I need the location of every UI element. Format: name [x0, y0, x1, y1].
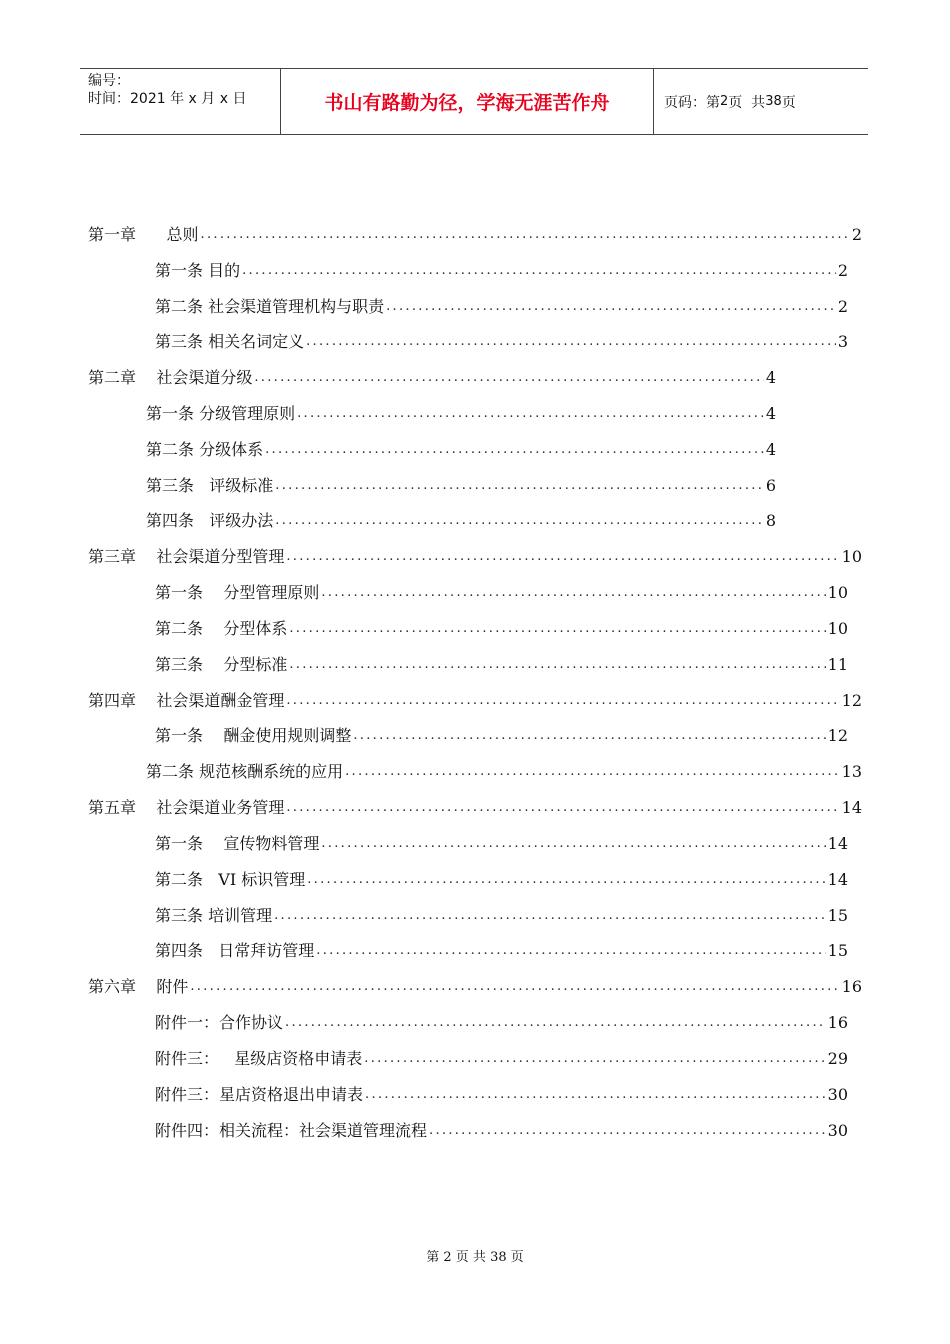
header-meta [80, 69, 281, 134]
toc-entry-label: 第三条 相关名词定义 [155, 332, 305, 351]
toc-entry[interactable] [155, 865, 848, 891]
toc-entry[interactable] [155, 256, 848, 282]
toc-entry[interactable] [155, 614, 848, 640]
toc-entry[interactable] [155, 721, 848, 747]
toc-entry-page: 29 [827, 1049, 848, 1068]
toc-entry-page: 30 [827, 1085, 848, 1104]
toc-entry-label: 附件一：合作协议 [155, 1013, 284, 1032]
footer-mid: 页 共 [455, 1250, 486, 1265]
toc-entry-page: 13 [841, 762, 862, 781]
toc-entry[interactable] [155, 1008, 848, 1034]
toc-entry[interactable] [155, 901, 848, 927]
toc-entry-label: 第三条 评级标准 [146, 476, 274, 495]
toc-entry-page: 10 [827, 619, 848, 638]
footer-suffix: 页 [510, 1250, 524, 1265]
toc-entry-label: 第三章 社会渠道分型管理 [88, 547, 285, 566]
toc-entry-page: 12 [841, 691, 862, 710]
toc-entry-page: 2 [837, 297, 848, 316]
toc-entry-label: 第一条 目的 [155, 261, 241, 280]
toc-entry[interactable] [155, 578, 848, 604]
footer-prefix: 第 [426, 1250, 440, 1265]
toc-entry[interactable] [155, 829, 848, 855]
toc-entry-page: 12 [827, 726, 848, 745]
page-total: 38 [765, 94, 782, 109]
toc-entry[interactable] [88, 793, 862, 819]
page-footer [0, 1246, 950, 1265]
page-suffix: 页 [781, 94, 796, 111]
toc-entry[interactable] [155, 650, 848, 676]
toc-entry-page: 15 [827, 941, 848, 960]
toc-entry-label: 第二条 分级体系 [146, 440, 264, 459]
toc-entry-page: 11 [827, 655, 848, 674]
toc-entry-page: 4 [765, 440, 776, 459]
time-label: 时间：2021 年 x 月 x 日 [88, 91, 247, 107]
code-label: 编号： [88, 73, 130, 89]
footer-page-number: 2 [443, 1250, 452, 1265]
toc-entry-label: 第一条 分型管理原则 [155, 583, 320, 602]
toc-entry-page: 8 [765, 511, 776, 530]
toc-entry-page: 10 [827, 583, 848, 602]
toc-entry[interactable] [88, 220, 862, 246]
toc-entry-page: 30 [827, 1121, 848, 1140]
toc-entry-page: 4 [765, 368, 776, 387]
toc-entry-page: 4 [765, 404, 776, 423]
footer-page-total: 38 [490, 1250, 507, 1265]
toc-entry-label: 第四条 日常拜访管理 [155, 941, 315, 960]
toc-entry-page: 15 [827, 906, 848, 925]
header-motto: 书山有路勤为径，学海无涯苦作舟 [281, 69, 654, 134]
toc-entry-label: 第二章 社会渠道分级 [88, 368, 253, 387]
toc-entry[interactable] [155, 936, 848, 962]
toc-entry[interactable] [146, 435, 776, 461]
header-page-info [654, 69, 868, 134]
toc-entry[interactable] [146, 471, 776, 497]
toc-entry[interactable] [155, 327, 848, 353]
toc-entry-label: 第一章 总则 [88, 225, 199, 244]
toc-entry-label: 第三条 分型标准 [155, 655, 288, 674]
toc-entry-label: 第一条 分级管理原则 [146, 404, 296, 423]
toc-entry[interactable] [155, 1044, 848, 1070]
toc-entry[interactable] [146, 506, 776, 532]
page-mid: 页 共 [728, 94, 766, 111]
page-number: 2 [720, 94, 729, 109]
toc-entry-label: 第二条 VI 标识管理 [155, 870, 306, 889]
toc-entry-page: 14 [827, 834, 848, 853]
toc-entry-label: 第一条 宣传物料管理 [155, 834, 320, 853]
toc-entry-label: 附件三： 星级店资格申请表 [155, 1049, 363, 1068]
toc-entry-label: 第四条 评级办法 [146, 511, 274, 530]
toc-entry-page: 14 [827, 870, 848, 889]
toc-entry[interactable] [146, 757, 862, 783]
page-prefix: 页码：第 [664, 94, 720, 111]
toc-entry-page: 6 [765, 476, 776, 495]
toc-entry-page: 2 [837, 261, 848, 280]
toc-entry-label: 第六章 附件 [88, 977, 189, 996]
toc-entry[interactable] [88, 972, 862, 998]
toc-entry-label: 第一条 酬金使用规则调整 [155, 726, 352, 745]
toc-entry-label: 附件四：相关流程：社会渠道管理流程 [155, 1121, 428, 1140]
toc-entry[interactable] [155, 1080, 848, 1106]
toc-entry-label: 第四章 社会渠道酬金管理 [88, 691, 285, 710]
toc-entry-page: 10 [841, 547, 862, 566]
toc-entry[interactable] [155, 292, 848, 318]
toc-entry[interactable] [146, 399, 776, 425]
toc-entry-label: 第五章 社会渠道业务管理 [88, 798, 285, 817]
toc-entry[interactable] [88, 542, 862, 568]
toc-entry-page: 3 [837, 332, 848, 351]
toc-entry-label: 附件三：星店资格退出申请表 [155, 1085, 364, 1104]
toc-entry[interactable] [88, 363, 776, 389]
toc-entry[interactable] [155, 1116, 848, 1142]
toc-entry-label: 第二条 分型体系 [155, 619, 288, 638]
toc-entry-label: 第二条 规范核酬系统的应用 [146, 762, 344, 781]
toc-entry-label: 第三条 培训管理 [155, 906, 273, 925]
toc-entry-page: 14 [841, 798, 862, 817]
toc-entry-page: 16 [841, 977, 862, 996]
toc-entry-label: 第二条 社会渠道管理机构与职责 [155, 297, 385, 316]
toc-entry-page: 2 [851, 225, 862, 244]
toc-entry-page: 16 [827, 1013, 848, 1032]
document-header [80, 68, 868, 135]
toc-entry[interactable] [88, 686, 862, 712]
